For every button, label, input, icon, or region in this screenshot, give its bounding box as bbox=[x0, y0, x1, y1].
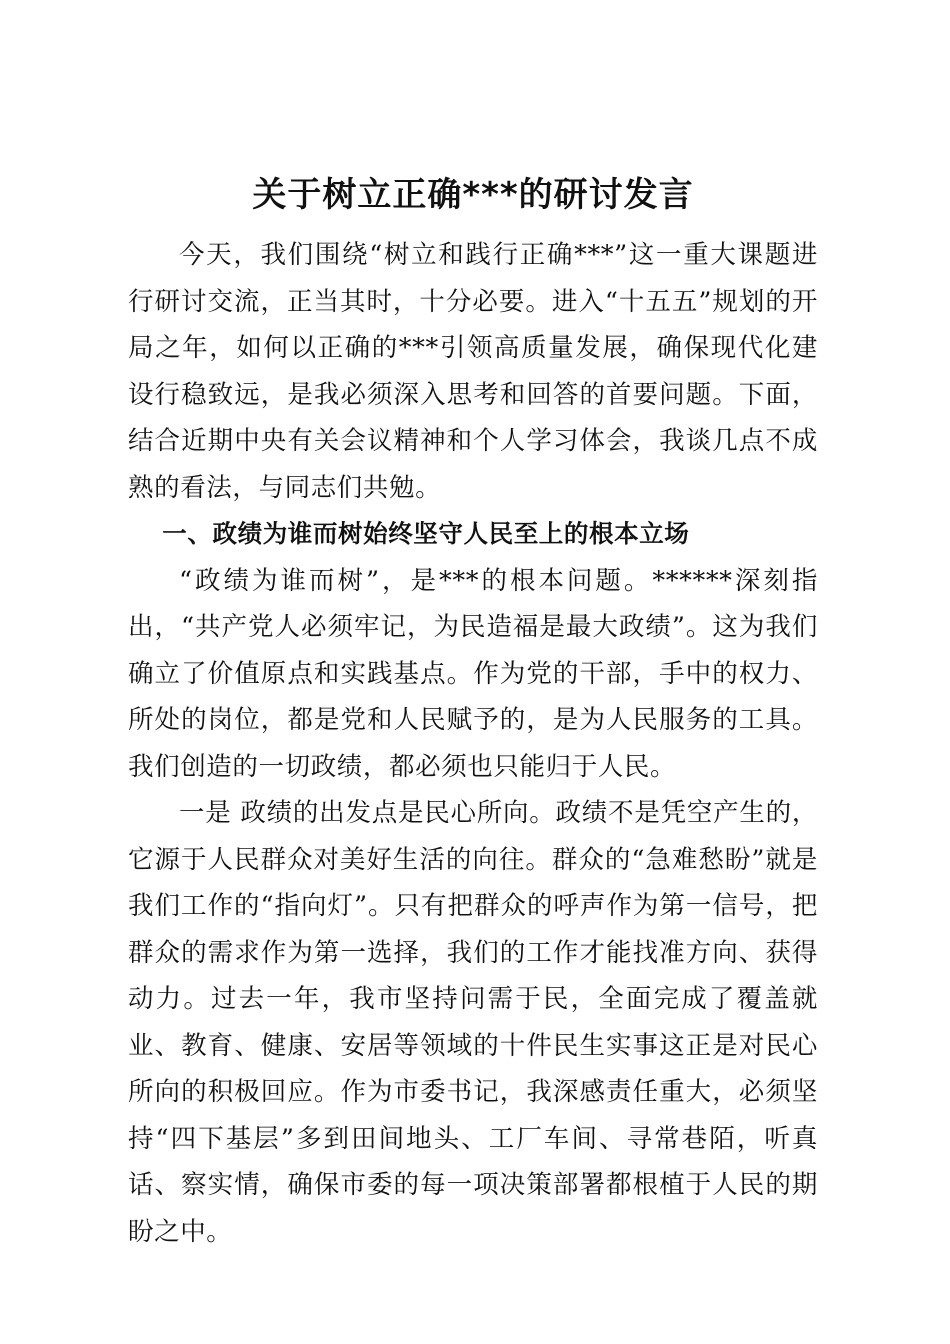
document-title: 关于树立正确***的研讨发言 bbox=[252, 175, 694, 215]
section-paragraph-2: 一是 政绩的出发点是民心所向。政绩不是凭空产生的，它源于人民群众对美好生活的向往。群众的“急难愁盼”就是我们工作的“指向灯”。只有把群众的呼声作为第一信号，把群众的需求作为第一选择，我们的工作才能找准方向、获得动力。过去一年，我市坚持问需于民，全面完成了覆盖就业、教育、健康、安居等领域的十件民生实事这正是对民心所向的积极回应。作为市委书记，我深感责任重大，必须坚持“四下基层”多到田间地头、工厂车间、寻常巷陌，听真话、察实情，确保市委的每一项决策部署都根植于人民的期盼之中。 bbox=[128, 798, 818, 1247]
section-paragraph-1: “政绩为谁而树”，是***的根本问题。******深刻指出，“共产党人必须牢记，为民造福是最大政绩”。这为我们确立了价值原点和实践基点。作为党的干部，手中的权力、所处的岗位，都是党和人民赋予的，是为人民服务的工具。我们创造的一切政绩，都必须也只能归于人民。 bbox=[128, 565, 818, 782]
document-page bbox=[128, 160, 818, 1255]
section-heading: 一、政绩为谁而树始终坚守人民至上的根本立场 bbox=[162, 519, 690, 548]
intro-paragraph: 今天，我们围绕“树立和践行正确***”这一重大课题进行研讨交流，正当其时，十分必要。进入“十五五”规划的开局之年，如何以正确的***引领高质量发展，确保现代化建设行稳致远，是我必须深入思考和回答的首要问题。下面，结合近期中央有关会议精神和个人学习体会，我谈几点不成熟的看法，与同志们共勉。 bbox=[128, 240, 818, 503]
